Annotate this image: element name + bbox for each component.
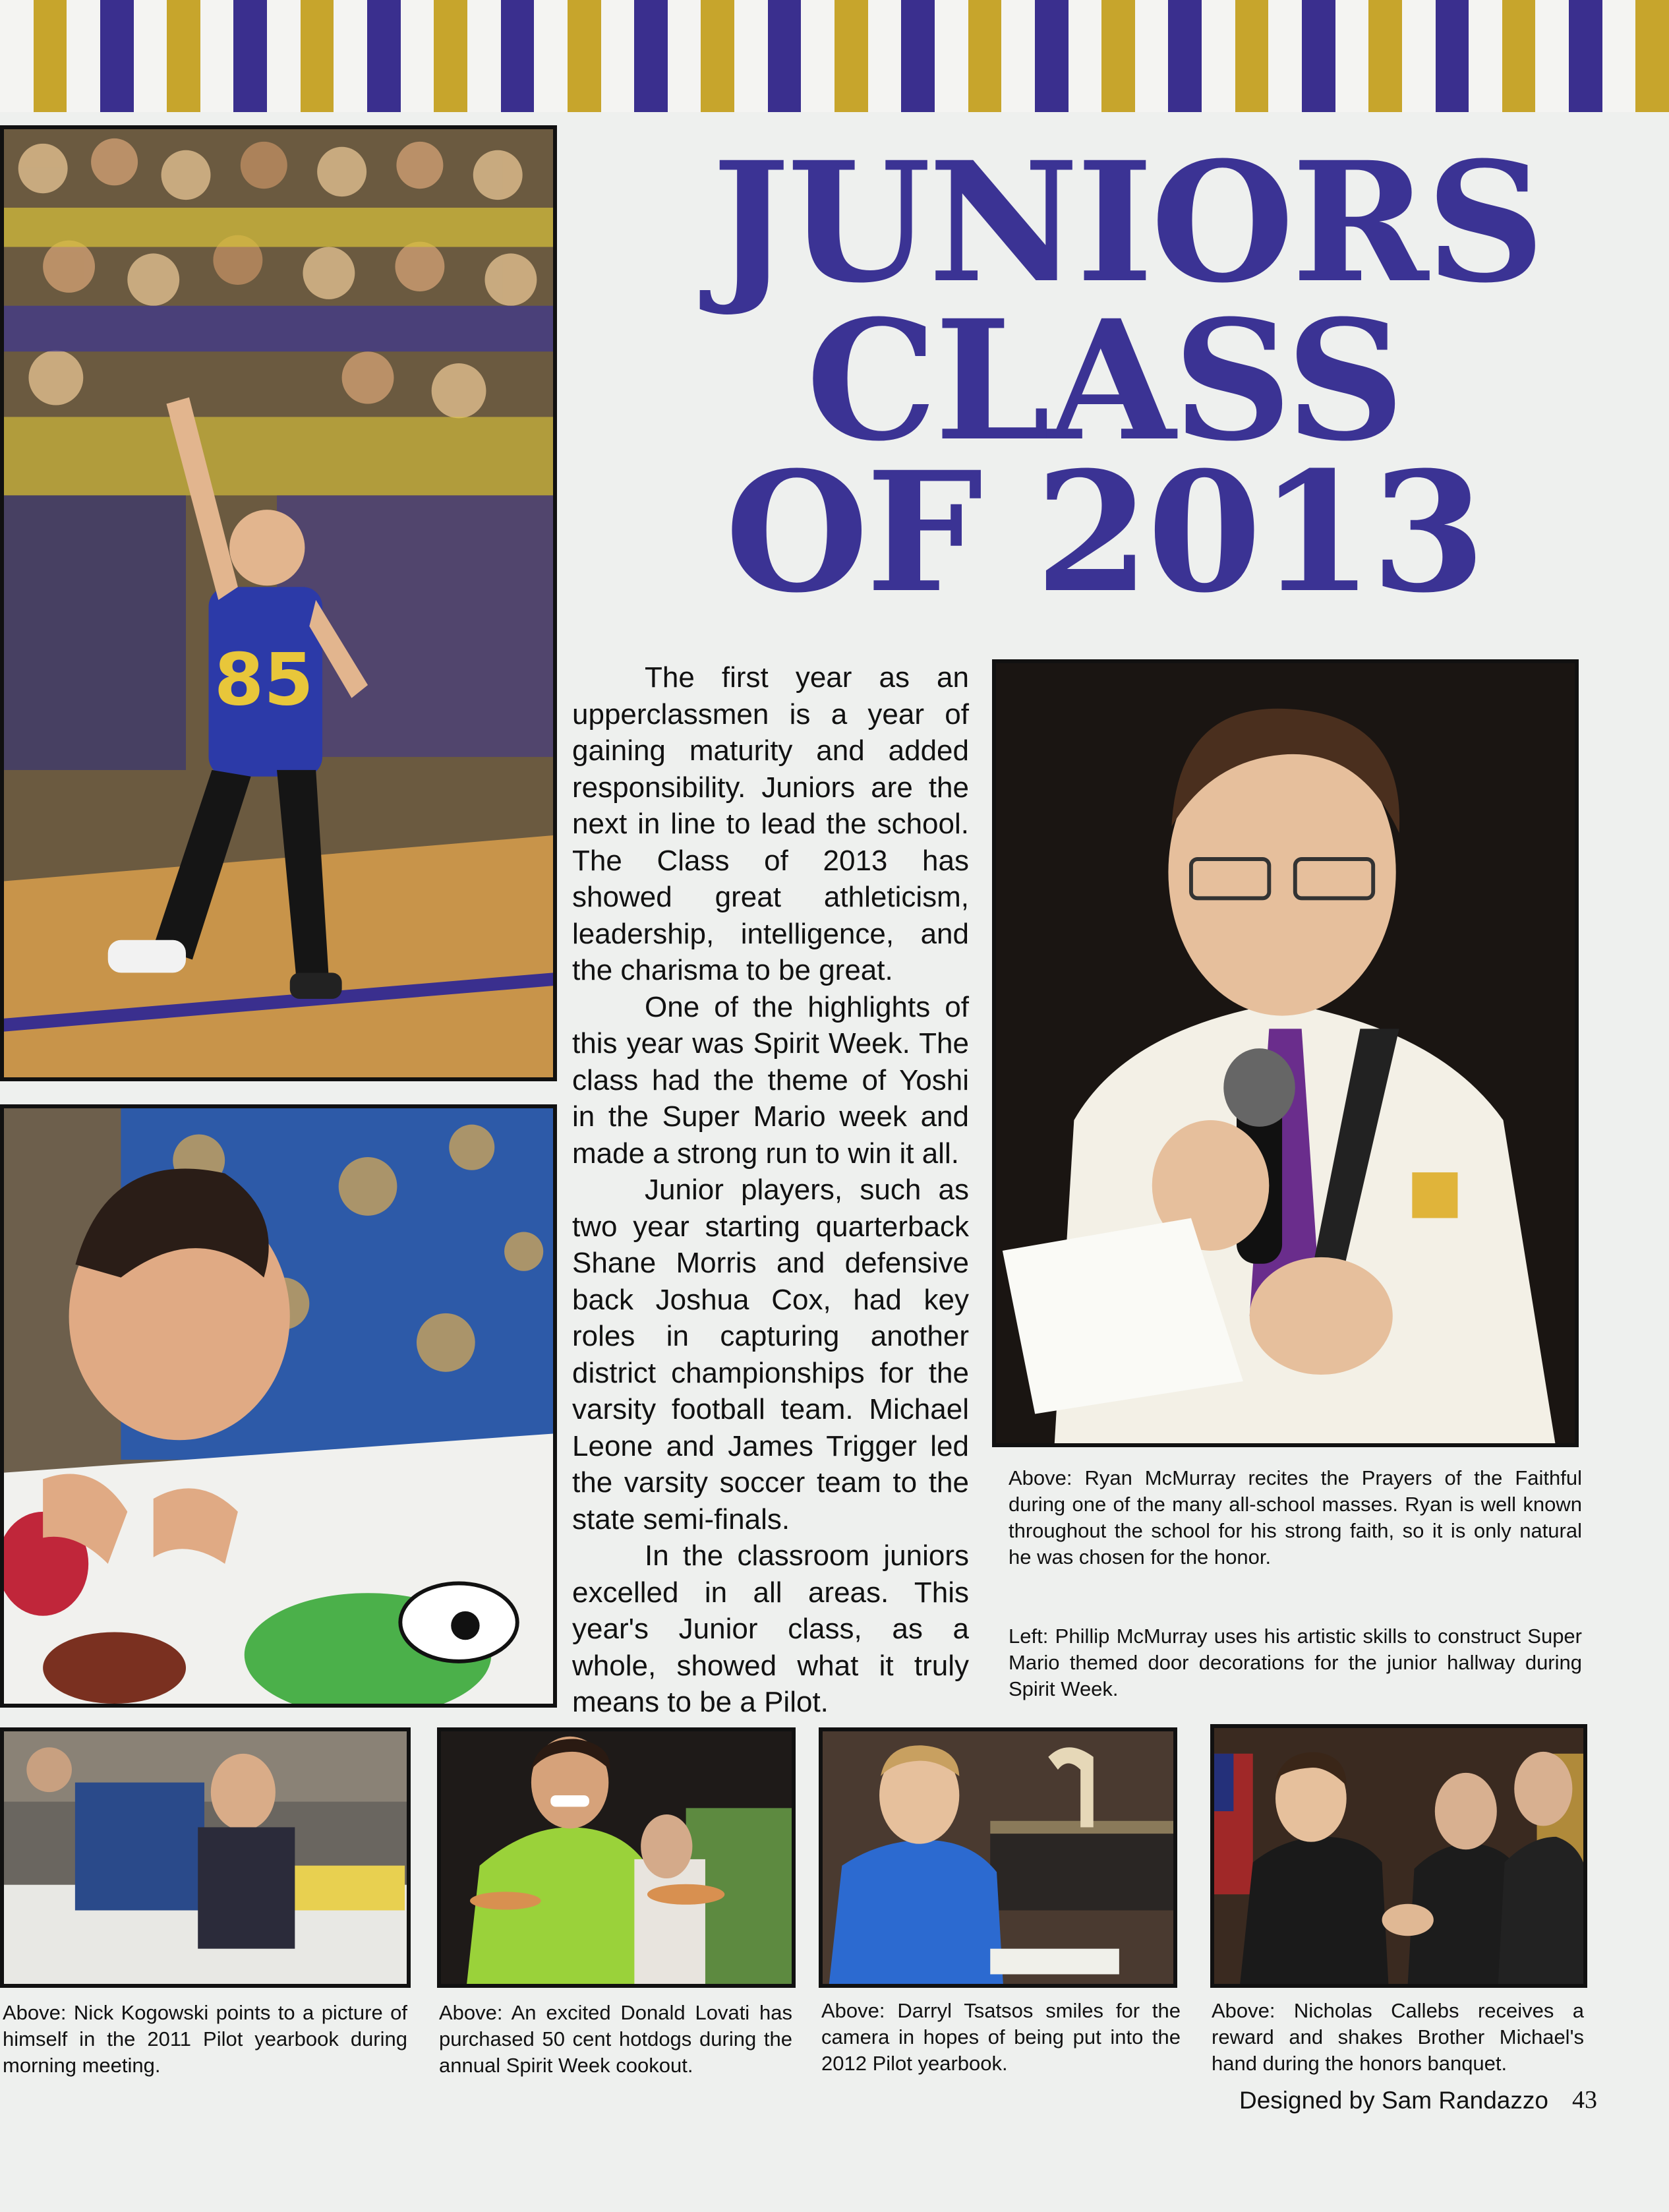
article-paragraph: In the classroom juniors excelled in all areas. This year's Junior class, as a whole, showed what it truly means to be a Pilot. — [572, 1539, 969, 1718]
top-stripe-band — [0, 0, 1669, 112]
article-body — [572, 659, 969, 1721]
article-paragraph: Junior players, such as two year starting quarterback Shane Morris and defensive back Joshua Cox, had key roles in capturing another district championships for the varsity football team. Michael Leone and James Trigger led the varsity soccer team to the state semi-finals. — [572, 1174, 969, 1536]
photo-phillip-drawing — [0, 1104, 557, 1708]
caption-nick: Above: Nick Kogowski points to a picture of himself in the 2011 Pilot yearbook during morning meeting. — [3, 2001, 407, 2077]
jersey-number: 85 — [214, 638, 314, 722]
page-title-line-1: JUNIORS — [712, 125, 1542, 319]
caption-donald: Above: An excited Donald Lovati has purchased 50 cent hotdogs during the annual Spirit Week cookout. — [439, 2001, 792, 2077]
photo-donald-hotdog — [437, 1727, 796, 1988]
photo-ryan-speaking — [992, 659, 1579, 1447]
page-number: 43 — [1572, 2086, 1597, 2114]
article-paragraph: One of the highlights of this year was Spirit Week. The class had the theme of Yoshi in the Super Mario week and made a strong run to win it all. — [572, 990, 969, 1170]
photo-darryl-smiling — [819, 1727, 1177, 1988]
caption-phillip: Left: Phillip McMurray uses his artistic skills to construct Super Mario themed door decorations for the junior hallway during Spirit Week. — [1009, 1625, 1582, 1700]
caption-darryl: Above: Darryl Tsatsos smiles for the camera in hopes of being put into the 2012 Pilot yearbook. — [821, 1999, 1181, 2075]
article-paragraph: The first year as an upperclassmen is a year of gaining maturity and added responsibility. Juniors are the next in line to lead the school. The Class of 2013 has showed great athleticism, leadership, intelligence, and the charisma to be great. — [572, 661, 969, 986]
caption-nicholas: Above: Nicholas Callebs receives a reward and shakes Brother Michael's hand during the honors banquet. — [1212, 1999, 1584, 2075]
page-title-line-2: CLASS — [805, 284, 1403, 477]
caption-ryan: Above: Ryan McMurray recites the Prayers of the Faithful during one of the many all-school masses. Ryan is well known throughout the school for his strong faith, so it is only natural he was chosen for the honor. — [1009, 1466, 1582, 1569]
photo-nick-yearbook — [0, 1727, 411, 1988]
photo-pep-rally-crowd — [0, 125, 557, 1081]
photo-nicholas-handshake — [1210, 1724, 1587, 1988]
designer-credit: Designed by Sam Randazzo — [1239, 2087, 1548, 2114]
page-title-line-3: OF 2013 — [724, 435, 1484, 629]
